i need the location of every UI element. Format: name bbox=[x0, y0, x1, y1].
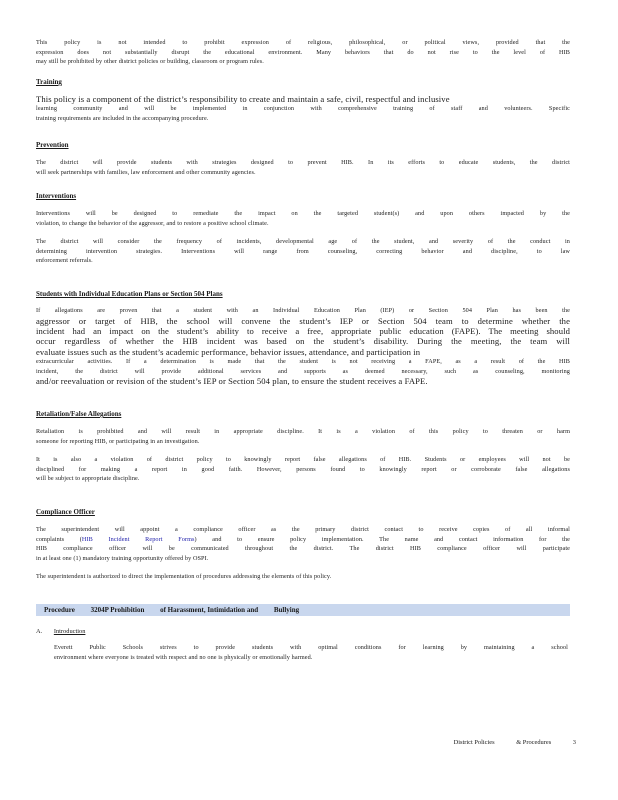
students-iep-big-2: incident had an impact on the student’s ability to receive a free, appropriate public education (FAPE). The meeting should bbox=[36, 325, 570, 336]
prevention-line-1: The district will provide students with strategies designed to prevent HIB. In its efforts to educate students, the district bbox=[36, 159, 570, 166]
procedure-title: of Harassment, Intimidation and bbox=[160, 606, 259, 614]
interventions-p2-line-1: The district will consider the frequency of incidents, developmental age of the student, and severity of the conduct in bbox=[36, 238, 570, 245]
students-iep-line-1: If allegations are proven that a student with an Individual Education Plan (IEP) or Section 504 Plan has been the bbox=[36, 307, 570, 314]
students-iep-big-3: occur regardless of whether the HIB incident was based on the student’s disability. During the meeting, the team will bbox=[36, 336, 570, 347]
students-iep-heading: Students with Individual Education Plans or Section 504 Plans bbox=[36, 290, 223, 298]
compliance-p1-line-3: HIB compliance officer will be communicated throughout the district. The district HIB compliance officer will participate bbox=[36, 545, 570, 552]
intro-line-1: This policy is not intended to prohibit expression of religious, philosophical, or political views, provided that the bbox=[36, 39, 570, 46]
students-iep-line-5: extracurricular activities. If a determination is made that the student is not receiving a FAPE, as a result of the HIB bbox=[36, 358, 570, 366]
prevention-section bbox=[36, 141, 570, 177]
compliance-p2-line-1: The superintendent is authorized to direct the implementation of procedures addressing the elements of this policy. bbox=[36, 573, 332, 580]
section-a-label: Introduction bbox=[53, 628, 86, 635]
footer-page-number: 3 bbox=[572, 739, 576, 746]
training-section bbox=[36, 78, 570, 123]
compliance-section bbox=[36, 508, 570, 582]
training-line-3: training requirements are included in the accompanying procedure. bbox=[36, 114, 209, 122]
interventions-heading: Interventions bbox=[36, 192, 77, 200]
section-a-text bbox=[54, 643, 568, 662]
section-a-letter: A. bbox=[36, 628, 43, 635]
compliance-p1-line-4: in at least one (1) mandatory training opportunity offered by OSPI. bbox=[36, 554, 209, 562]
interventions-p2-line-2: determining intervention strategies. Interventions will range from counseling, correcting behavior and discipline, to law bbox=[36, 247, 570, 255]
footer-mid: & Procedures bbox=[516, 739, 552, 746]
procedure-number: 3204P Prohibition bbox=[90, 606, 145, 614]
retaliation-p2-line-3: will be subject to appropriate discipline. bbox=[36, 475, 140, 482]
prevention-heading: Prevention bbox=[36, 141, 69, 149]
training-line-2: learning community and will be implemented in conjunction with comprehensive training of staff and volunteers. Specific bbox=[36, 105, 570, 113]
prevention-line-2: will seek partnerships with families, law enforcement and other community agencies. bbox=[36, 168, 256, 176]
section-a-line-1: Everett Public Schools strives to provide students with optimal conditions for learning by maintaining a school bbox=[54, 644, 568, 651]
intro-line-3: may still be prohibited by other district policies or building, classroom or program rules. bbox=[36, 58, 264, 65]
students-iep-big-4: evaluate issues such as the student’s academic performance, behavior issues, attendance, and participation in bbox=[36, 346, 421, 357]
retaliation-section bbox=[36, 410, 570, 484]
interventions-p2-line-3: enforcement referrals. bbox=[36, 257, 93, 264]
interventions-p1-line-1: Interventions will be designed to remediate the impact on the targeted student(s) and upon others impacted by the bbox=[36, 210, 570, 217]
retaliation-p1-line-2: someone for reporting HIB, or participating in an investigation. bbox=[36, 437, 200, 445]
retaliation-p2-line-1: It is also a violation of district policy to knowingly report false allegations of HIB. Students or employees will not be bbox=[36, 456, 570, 463]
compliance-p1-line-2 bbox=[36, 535, 570, 545]
students-iep-line-6: incident, the district will provide additional services and supports as deemed necessary, such as counseling, monitoring bbox=[36, 367, 570, 375]
interventions-section bbox=[36, 192, 570, 266]
intro-line-2: expression does not substantially disrupt the educational environment. Many behaviors that do not rise to the level of HIB bbox=[36, 48, 570, 56]
training-heading: Training bbox=[36, 78, 62, 86]
students-iep-big-1: aggressor or target of HIB, the school will convene the student’s IEP or Section 504 team to determine whether the bbox=[36, 315, 570, 326]
footer-left: District Policies bbox=[453, 739, 495, 746]
retaliation-p2-line-2: disciplined for making a report in good faith. However, persons found to knowingly report or corroborate false allegations bbox=[36, 465, 570, 473]
compliance-implementation-text: ) and to ensure policy implementation. The name and contact information for the bbox=[194, 535, 570, 543]
compliance-complaints-text: complaints ( bbox=[36, 535, 82, 543]
compliance-p1-line-1: The superintendent will appoint a compliance officer as the primary district contact to receive copies of all informal bbox=[36, 526, 570, 533]
page-footer bbox=[434, 739, 576, 746]
procedure-title-2: Bullying bbox=[273, 606, 300, 614]
section-a-heading bbox=[36, 628, 85, 635]
training-line-1: This policy is a component of the district’s responsibility to create and maintain a safe, civil, respectful and inclusive bbox=[36, 94, 450, 104]
section-a-line-2: environment where everyone is treated with respect and no one is physically or emotionally harmed. bbox=[54, 653, 313, 661]
students-iep-section bbox=[36, 290, 570, 387]
students-iep-big-5: and/or reevaluation or revision of the student’s IEP or Section 504 plan, to ensure the student receives a FAPE. bbox=[36, 376, 428, 387]
interventions-p1-line-2: violation, to change the behavior of the aggressor, and to restore a positive school climate. bbox=[36, 219, 269, 227]
procedure-title-bar bbox=[36, 604, 570, 616]
retaliation-heading: Retaliation/False Allegations bbox=[36, 410, 122, 418]
compliance-heading: Compliance Officer bbox=[36, 508, 95, 516]
retaliation-p1-line-1: Retaliation is prohibited and will result in appropriate discipline. It is a violation of this policy to threaten or harm bbox=[36, 428, 570, 435]
hib-report-forms-link[interactable]: HIB Incident Report Forms bbox=[81, 535, 195, 543]
procedure-label: Procedure bbox=[44, 606, 75, 614]
intro-paragraph bbox=[36, 38, 570, 67]
